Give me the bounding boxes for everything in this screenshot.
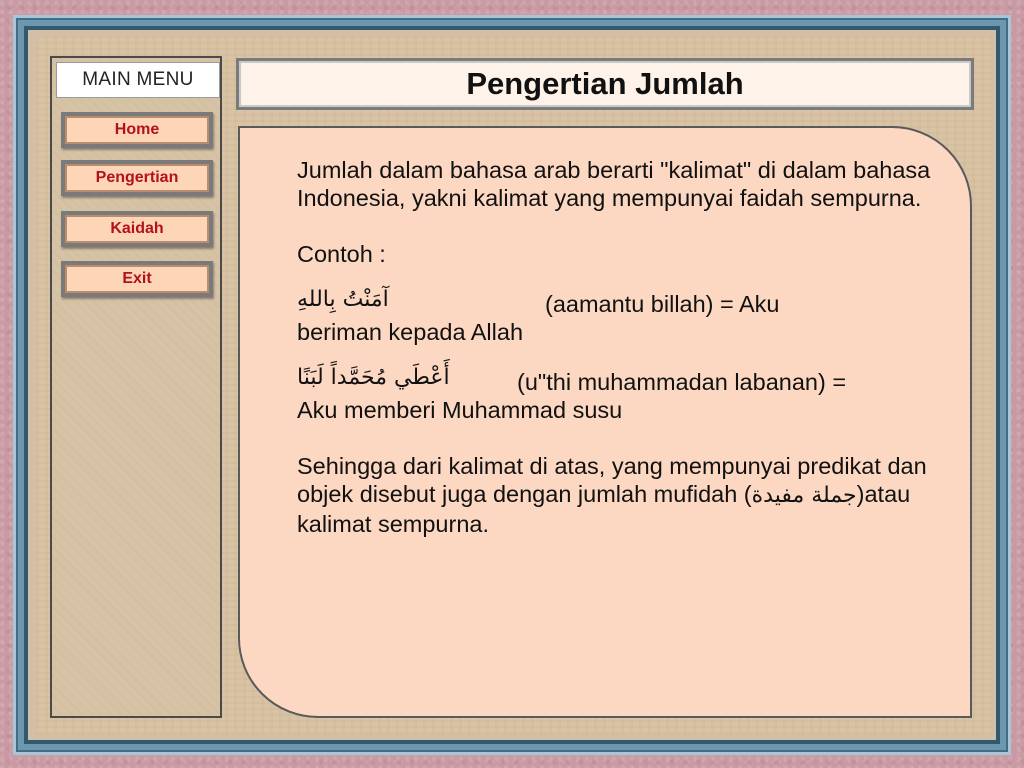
sidebar: [50, 56, 222, 718]
definition-text: Jumlah dalam bahasa arab berarti "kalimat" di dalam bahasa Indonesia, yakni kalimat yang mempunyai faidah sempurna.: [297, 157, 931, 211]
example-2-continuation: Aku memberi Muhammad susu: [297, 397, 623, 423]
nav-kaidah-button[interactable]: Kaidah: [61, 211, 213, 247]
nav-pengertian-button[interactable]: Pengertian: [61, 160, 213, 196]
content-body: [297, 156, 947, 538]
conclusion-arabic: جملة مفيدة: [751, 483, 857, 508]
example-1-transliteration: (aamantu billah) = Aku: [545, 291, 780, 317]
conclusion-before: Sehingga dari kalimat di atas, yang mempunyai predikat dan objek disebut juga dengan jumlah mufidah (: [297, 453, 927, 507]
example-1-continuation: beriman kepada Allah: [297, 319, 524, 345]
page-title: Pengertian Jumlah: [466, 66, 744, 101]
example-1-arabic: آمَنْتُ بِاللهِ: [297, 287, 389, 312]
example-1: [297, 287, 947, 346]
main-menu-title: MAIN MENU: [56, 62, 220, 98]
nav-home-button[interactable]: Home: [61, 112, 213, 148]
example-2: [297, 365, 947, 424]
nav-exit-button[interactable]: Exit: [61, 261, 213, 297]
conclusion-after: )atau kalimat sempurna.: [297, 481, 911, 537]
conclusion-text: [297, 452, 947, 538]
contoh-label: Contoh :: [297, 241, 386, 267]
example-2-transliteration: (u"thi muhammadan labanan) =: [517, 369, 847, 395]
title-bar: [236, 58, 974, 110]
example-2-arabic: أَعْطَي مُحَمَّداً لَبَنًا: [297, 365, 450, 390]
